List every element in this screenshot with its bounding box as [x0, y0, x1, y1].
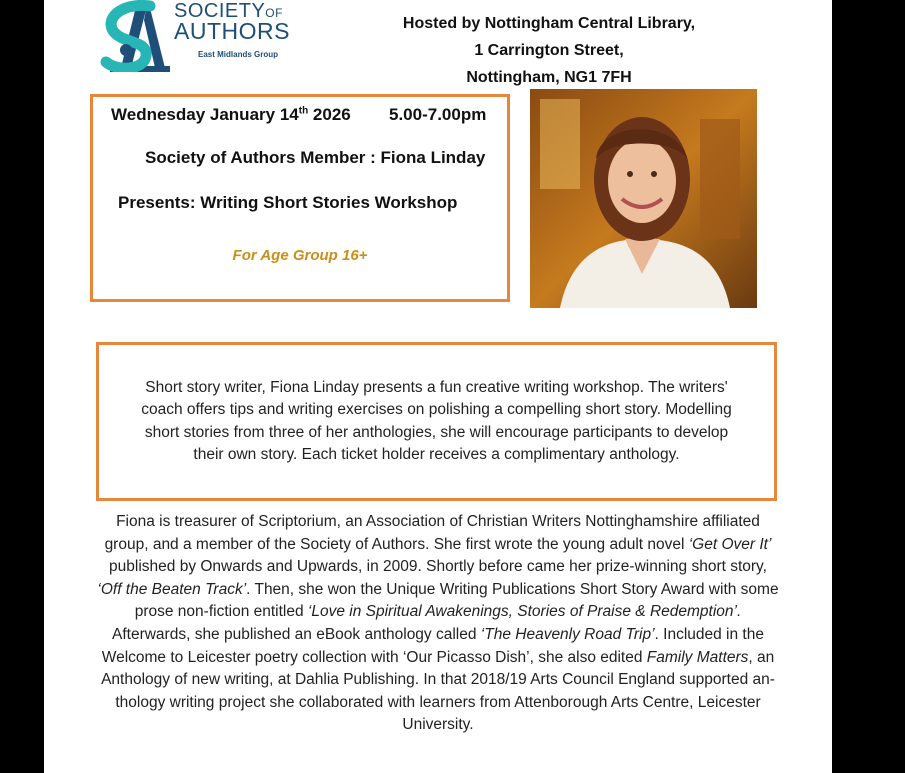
- book-title: Family Matters: [646, 648, 749, 666]
- flyer-page: [44, 0, 832, 773]
- society-of-authors-logo: [90, 0, 290, 72]
- book-title: ‘The Heavenly Road Trip’: [480, 625, 655, 643]
- logo-text-group: East Midlands Group: [198, 50, 279, 59]
- logo-text-authors: AUTHORS: [174, 18, 290, 44]
- event-member: Society of Authors Member : Fiona Linday: [145, 148, 486, 167]
- author-photo: [530, 89, 757, 308]
- author-biography: Fiona is treasurer of Scriptorium, an Association of Christian Writers Nottinghamshire affiliated group, and a member of the Society of Authors. She first wrote the young adult novel ‘Get Over It’ published by Onwards and Upwards, in 2009. Shortly before came her prize-winning short story, ‘Off the Beaten Track’. Then, she won the Unique Writing Publications Short Story Award with some prose non-fiction entitled ‘Love in Spiritual Awakenings, Stories of Praise & Redemption’. Afterwards, she published an eBook anthology called ‘The Heavenly Road Trip’. Included in the Welcome to Leicester poetry collection with ‘Our Picasso Dish’, she also edited Family Matters, an Anthology of new writing, at Dahlia Publishing. In that 2018/19 Arts Council England supported an-thology writing project she collaborated with learners from Attenborough Arts Centre, Leicester University.: [97, 513, 779, 734]
- logo-text-society: SOCIETYOF: [174, 0, 283, 22]
- host-address: [374, 10, 724, 91]
- workshop-summary: Short story writer, Fiona Linday presents a fun creative writing workshop. The writers' coach offers tips and writing exercises on polishing a compelling short story. Modelling short stories from three of her anthologies, she will encourage participants to develop their own story. Each ticket holder receives a complimentary anthology.: [141, 378, 732, 463]
- event-date: Wednesday January 14th 2026: [111, 105, 351, 124]
- book-title: ‘Love in Spiritual Awakenings, Stories of Praise & Redemption’.: [307, 603, 742, 621]
- host-line-3: Nottingham, NG1 7FH: [466, 69, 632, 86]
- event-title: Presents: Writing Short Stories Workshop: [118, 193, 458, 212]
- workshop-summary-box: [96, 342, 777, 501]
- event-time: 5.00-7.00pm: [389, 105, 487, 124]
- event-details-box: [90, 94, 510, 302]
- logo-mark-icon: [90, 0, 174, 72]
- host-line-2: 1 Carrington Street,: [474, 42, 624, 59]
- book-title: ‘Get Over It’: [688, 535, 772, 553]
- age-group: For Age Group 16+: [232, 247, 368, 264]
- book-title: ‘Off the Beaten Track’: [97, 580, 247, 598]
- host-line-1: Hosted by Nottingham Central Library,: [402, 15, 696, 32]
